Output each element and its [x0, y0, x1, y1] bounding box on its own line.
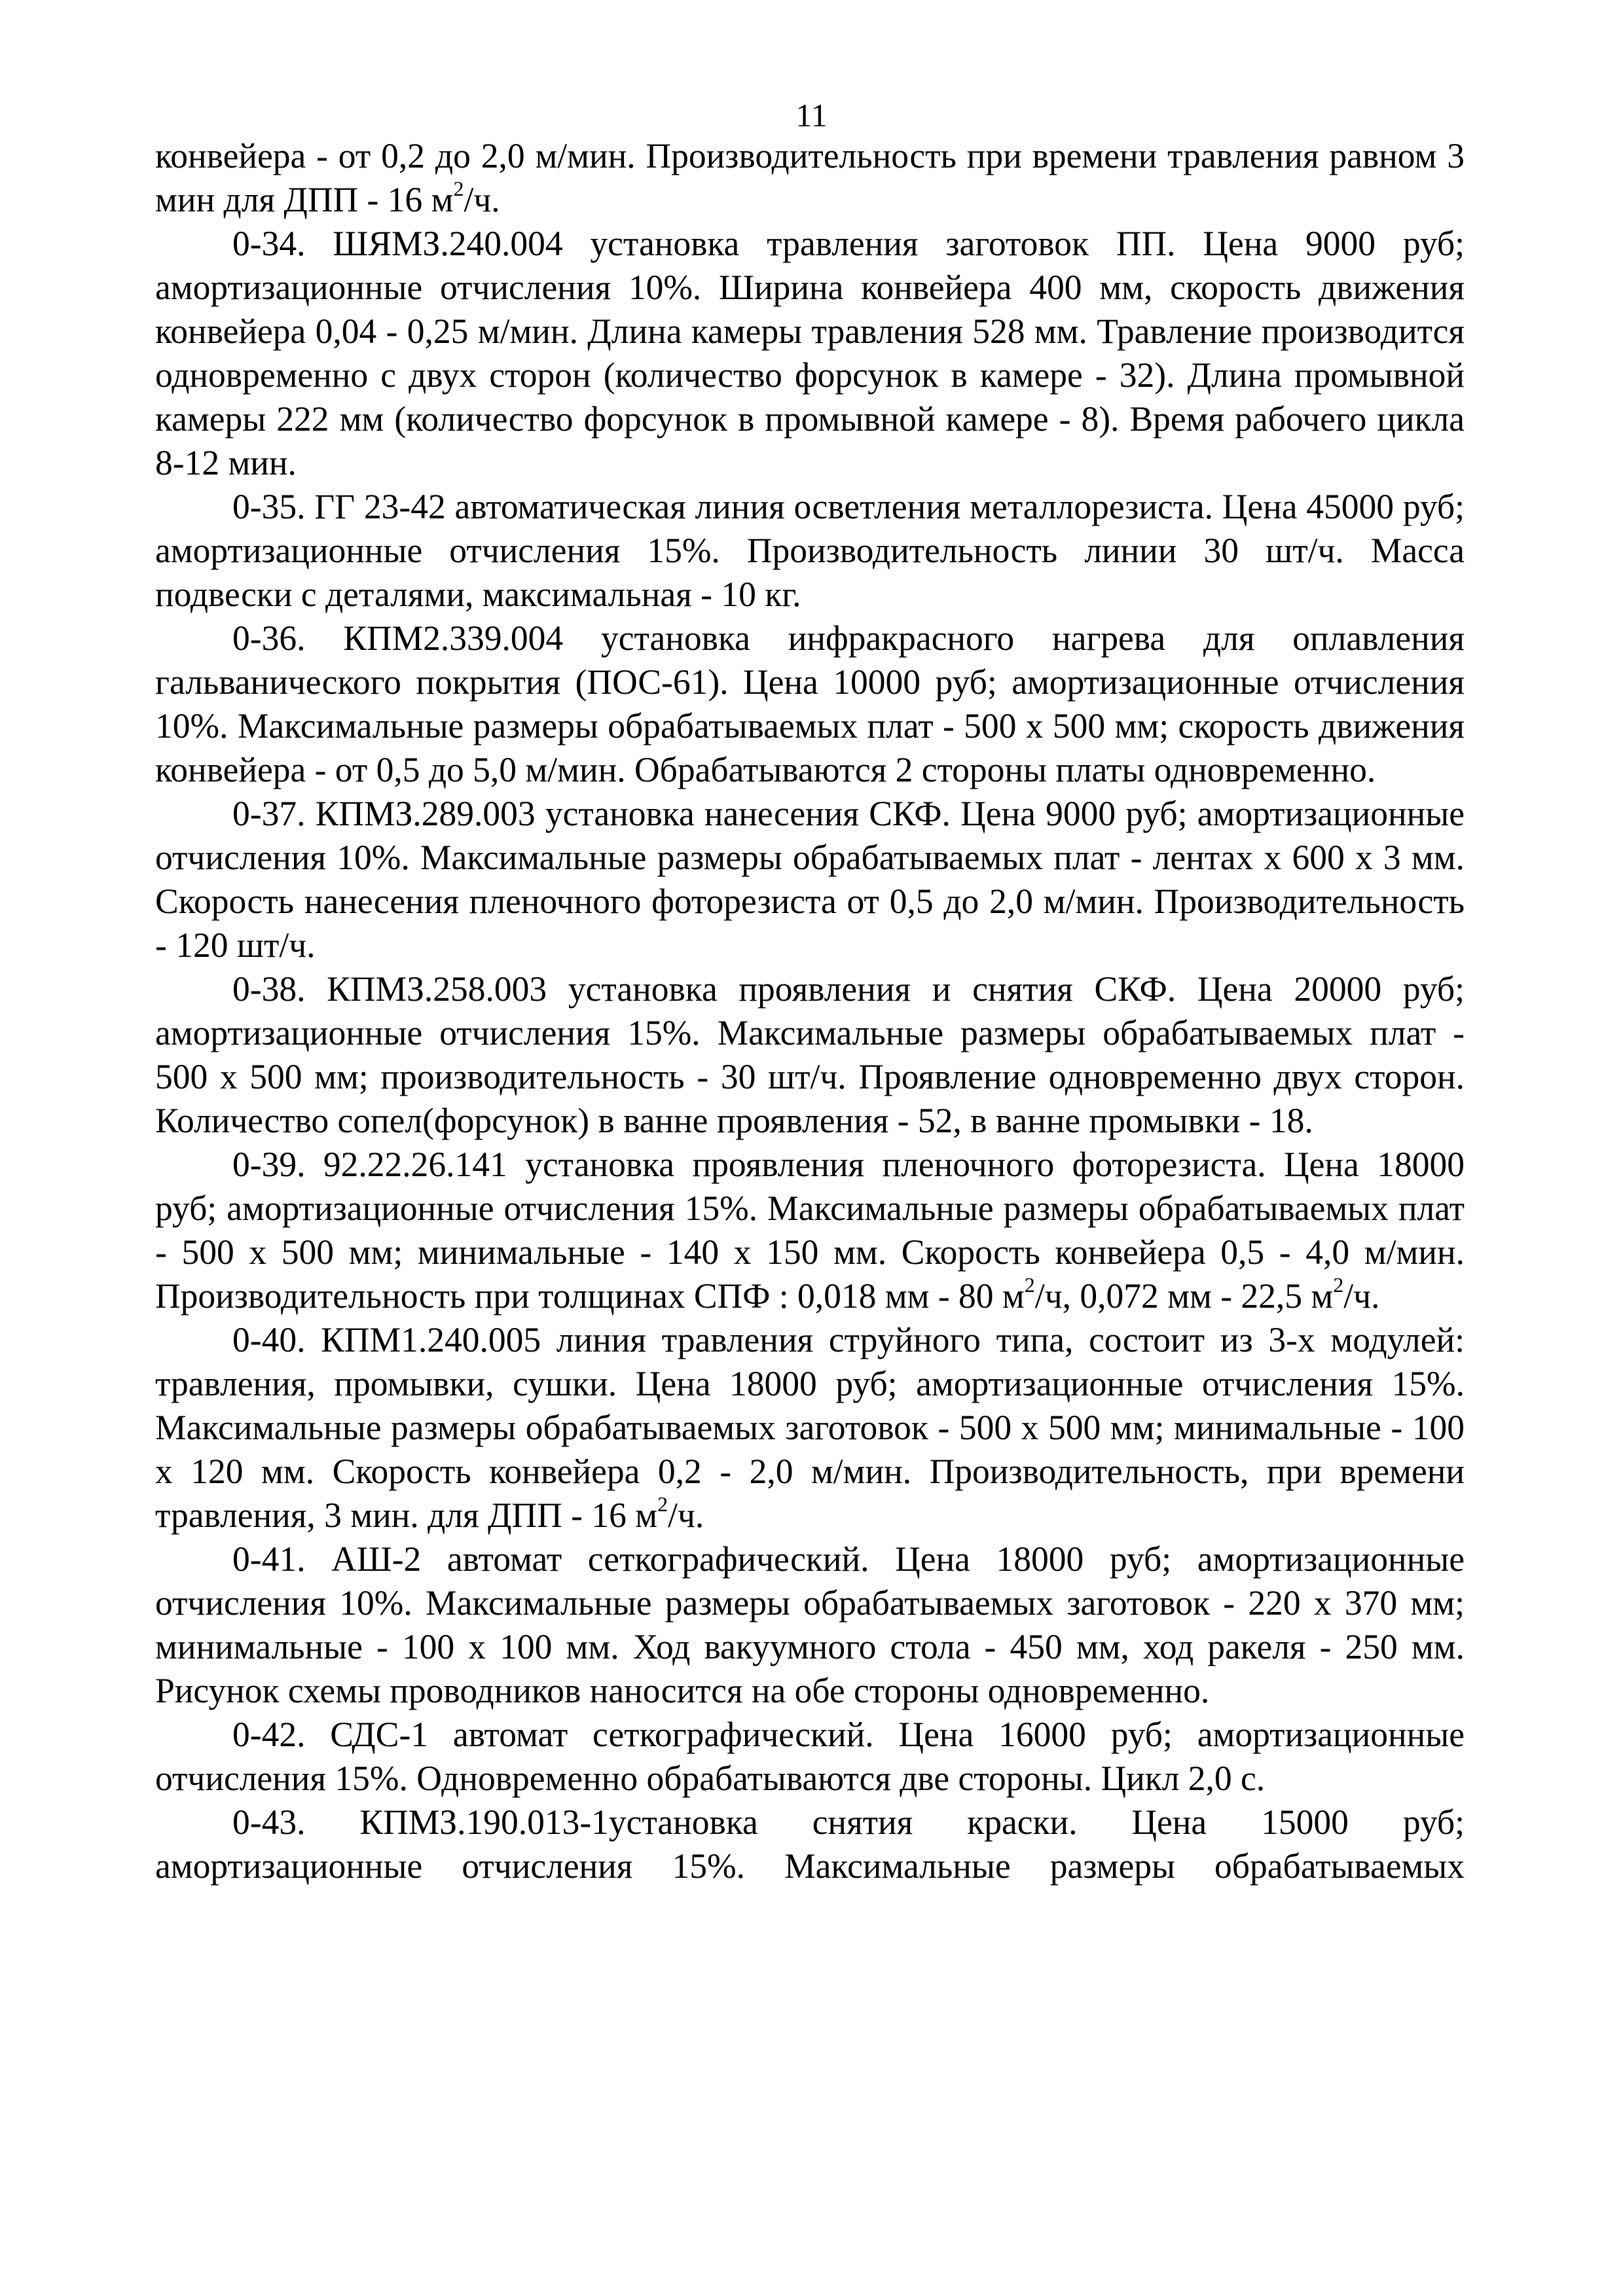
document-body — [155, 134, 1465, 1888]
text-run: 0-42. СДС-1 автомат сеткографический. Цена 16000 руб; амортизационные отчисления 15%. Одновременно обрабатываются две стороны. Цикл 2,0 с. — [155, 1715, 1465, 1798]
page-number: 11 — [795, 97, 828, 134]
paragraph-continuation — [155, 134, 1465, 222]
superscript: 2 — [1024, 1272, 1035, 1297]
text-run: 0-35. ГГ 23-42 автоматическая линия осветления металлорезиста. Цена 45000 руб; амортизационные отчисления 15%. Производительность линии 30 шт/ч. Масса подвески с деталями, максимальная - 10 кг. — [155, 487, 1465, 614]
text-run: 0-38. КПМЗ.258.003 установка проявления и снятия СКФ. Цена 20000 руб; амортизационные отчисления 15%. Максимальные размеры обрабатываемых плат - 500 х 500 мм; производительность - 30 шт/ч. Проявление одновременно двух сторон. Количество сопел(форсунок) в ванне проявления - 52, в ванне промывки - 18. — [155, 969, 1465, 1140]
paragraph-0-37 — [155, 792, 1465, 967]
paragraph-0-42 — [155, 1713, 1465, 1801]
paragraph-0-39 — [155, 1143, 1465, 1318]
superscript: 2 — [453, 176, 464, 200]
text-run: конвейера - от 0,2 до 2,0 м/мин. Производительность при времени травления равном 3 мин для ДПП - 16 м — [155, 136, 1465, 219]
text-run: 0-39. 92.22.26.141 установка проявления пленочного фоторезиста. Цена 18000 руб; амортизационные отчисления 15%. Максимальные размеры обрабатываемых плат - 500 х 500 мм; минимальные - 140 х 150 мм. Скорость конвейера 0,5 - 4,0 м/мин. Производительность при толщинах СПФ : 0,018 мм - 80 м — [155, 1145, 1465, 1316]
paragraph-0-36 — [155, 617, 1465, 792]
superscript: 2 — [657, 1492, 668, 1516]
text-run: /ч. — [1343, 1276, 1380, 1316]
superscript: 2 — [1333, 1272, 1344, 1297]
text-run: /ч, 0,072 мм - 22,5 м — [1034, 1276, 1334, 1316]
paragraph-0-41 — [155, 1537, 1465, 1713]
text-run: 0-43. КПМЗ.190.013-1установка снятия краски. Цена 15000 руб; амортизационные отчисления 15%. Максимальные размеры обрабатываемых — [155, 1803, 1465, 1886]
paragraph-0-34 — [155, 222, 1465, 485]
text-run: 0-41. АШ-2 автомат сеткографический. Цена 18000 руб; амортизационные отчисления 10%. Максимальные размеры обрабатываемых заготовок - 220 х 370 мм; минимальные - 100 х 100 мм. Ход вакуумного стола - 450 мм, ход ракеля - 250 мм. Рисунок схемы проводников наносится на обе стороны одновременно. — [155, 1539, 1465, 1710]
text-run: 0-37. КПМЗ.289.003 установка нанесения СКФ. Цена 9000 руб; амортизационные отчисления 10%. Максимальные размеры обрабатываемых плат - лентах х 600 х 3 мм. Скорость нанесения пленочного фоторезиста от 0,5 до 2,0 м/мин. Производительность - 120 шт/ч. — [155, 794, 1465, 965]
text-run: /ч. — [464, 180, 500, 219]
paragraph-0-38 — [155, 967, 1465, 1143]
text-run: 0-40. КПМ1.240.005 линия травления струйного типа, состоит из 3-х модулей: травления, промывки, сушки. Цена 18000 руб; амортизационные отчисления 15%. Максимальные размеры обрабатываемых заготовок - 500 х 500 мм; минимальные - 100 х 120 мм. Скорость конвейера 0,2 - 2,0 м/мин. Производительность, при времени травления, 3 мин. для ДПП - 16 м — [155, 1320, 1465, 1535]
text-run: /ч. — [668, 1496, 704, 1535]
text-run: 0-36. КПМ2.339.004 установка инфракрасного нагрева для оплавления гальванического покрытия (ПОС-61). Цена 10000 руб; амортизационные отчисления 10%. Максимальные размеры обрабатываемых плат - 500 х 500 мм; скорость движения конвейера - от 0,5 до 5,0 м/мин. Обрабатываются 2 стороны платы одновременно. — [155, 619, 1465, 789]
text-run: 0-34. ШЯМЗ.240.004 установка травления заготовок ПП. Цена 9000 руб; амортизационные отчисления 10%. Ширина конвейера 400 мм, скорость движения конвейера 0,04 - 0,25 м/мин. Длина камеры травления 528 мм. Травление производится одновременно с двух сторон (количество форсунок в камере - 32). Длина промывной камеры 222 мм (количество форсунок в промывной камере - 8). Время рабочего цикла 8-12 мин. — [155, 224, 1465, 482]
paragraph-0-43 — [155, 1801, 1465, 1888]
paragraph-0-40 — [155, 1318, 1465, 1537]
paragraph-0-35 — [155, 485, 1465, 617]
